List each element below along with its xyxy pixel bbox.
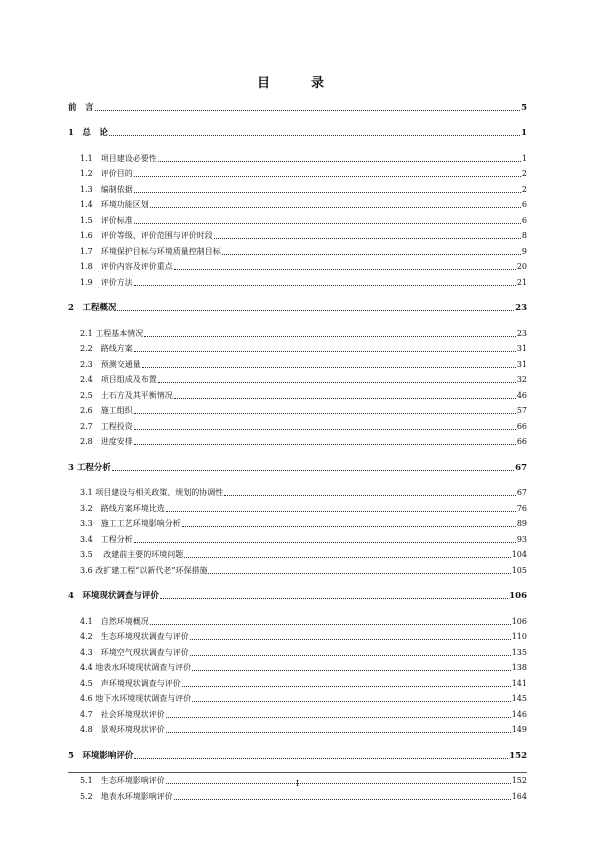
toc-section-entry[interactable] xyxy=(68,514,527,530)
toc-leader-dots xyxy=(109,135,520,136)
toc-section-entry[interactable] xyxy=(68,226,527,242)
toc-leader-dots xyxy=(112,470,514,471)
toc-entry-label: 4.2 生态环境现状调查与评价 xyxy=(80,632,189,641)
toc-leader-dots xyxy=(166,717,511,718)
toc-section-entry[interactable] xyxy=(68,195,527,211)
toc-leader-dots xyxy=(158,161,521,162)
toc-leader-dots xyxy=(190,655,511,656)
toc-entry-label: 前 言 xyxy=(68,102,94,113)
toc-section-entry[interactable] xyxy=(68,673,527,689)
toc-entry-page-number: 23 xyxy=(515,303,527,313)
toc-leader-dots xyxy=(144,336,516,337)
toc-entry-label: 3.1 项目建设与相关政策、规划的协调性 xyxy=(80,488,224,497)
toc-section-entry[interactable] xyxy=(68,257,527,273)
table-of-contents xyxy=(68,97,527,802)
toc-entry-label: 4.3 环境空气现状调查与评价 xyxy=(80,647,189,657)
toc-entry-label: 1.3 编制依据 xyxy=(80,184,133,194)
toc-leader-dots xyxy=(166,732,511,733)
toc-section-entry[interactable] xyxy=(68,498,527,514)
toc-entry-page-number: 149 xyxy=(511,725,527,734)
toc-entry-page-number: 1 xyxy=(521,153,527,163)
toc-entry-label: 1.6 评价等级、评价范围与评价时段 xyxy=(80,231,213,240)
toc-entry-page-number: 2 xyxy=(521,169,527,178)
toc-section-entry[interactable] xyxy=(68,210,527,226)
toc-entry-page-number: 31 xyxy=(516,359,527,369)
toc-chapter-entry[interactable] xyxy=(68,123,527,139)
toc-leader-dots xyxy=(150,207,521,208)
toc-entry-page-number: 57 xyxy=(516,406,527,415)
toc-entry-page-number: 1 xyxy=(521,128,527,138)
toc-entry-label: 4 环境现状调查与评价 xyxy=(68,591,159,601)
toc-entry-page-number: 141 xyxy=(511,678,527,688)
toc-entry-page-number: 6 xyxy=(521,200,527,209)
toc-leader-dots xyxy=(184,557,510,558)
toc-leader-dots xyxy=(134,223,521,224)
toc-entry-page-number: 106 xyxy=(509,591,527,601)
toc-section-entry[interactable] xyxy=(68,689,527,705)
toc-entry-label: 4.8 景观环境现状评价 xyxy=(80,725,165,734)
toc-section-entry[interactable] xyxy=(68,148,527,164)
toc-entry-page-number: 152 xyxy=(511,776,527,785)
toc-entry-label: 1.8 评价内容及评价重点 xyxy=(80,262,173,271)
toc-section-entry[interactable] xyxy=(68,786,527,802)
toc-leader-dots xyxy=(174,799,511,800)
toc-entry-page-number: 67 xyxy=(516,488,527,497)
toc-entry-page-number: 67 xyxy=(515,462,527,473)
toc-section-entry[interactable] xyxy=(68,627,527,643)
footer-divider xyxy=(68,772,527,773)
toc-leader-dots xyxy=(182,686,511,687)
toc-entry-label: 2.8 进度安排 xyxy=(80,437,133,446)
toc-entry-page-number: 110 xyxy=(511,632,527,641)
toc-entry-label: 2.7 工程投资 xyxy=(80,421,133,431)
toc-leader-dots xyxy=(134,758,508,759)
toc-entry-page-number: 145 xyxy=(511,694,527,703)
toc-entry-page-number: 106 xyxy=(511,616,527,626)
toc-entry-page-number: 135 xyxy=(511,647,527,657)
toc-section-entry[interactable] xyxy=(68,370,527,386)
toc-chapter-entry[interactable] xyxy=(68,298,527,314)
toc-leader-dots xyxy=(174,398,516,399)
toc-section-entry[interactable] xyxy=(68,545,527,561)
toc-entry-page-number: 104 xyxy=(511,550,527,559)
toc-leader-dots xyxy=(190,639,511,640)
toc-entry-page-number: 138 xyxy=(511,663,527,672)
toc-entry-label: 1.1 项目建设必要性 xyxy=(80,153,157,163)
toc-leader-dots xyxy=(134,285,516,286)
toc-leader-dots xyxy=(208,573,510,574)
toc-entry-page-number: 152 xyxy=(509,750,527,761)
toc-leader-dots xyxy=(166,511,516,512)
toc-leader-dots xyxy=(142,367,516,368)
toc-entry-label: 5.2 地表水环境影响评价 xyxy=(80,791,173,801)
toc-entry-page-number: 89 xyxy=(516,519,527,528)
toc-section-entry[interactable] xyxy=(68,401,527,417)
toc-chapter-entry[interactable] xyxy=(68,586,527,602)
toc-entry-label: 3.3 施工工艺环境影响分析 xyxy=(80,519,181,528)
toc-entry-label: 4.1 自然环境概况 xyxy=(80,616,149,626)
toc-section-entry[interactable] xyxy=(68,339,527,355)
toc-leader-dots xyxy=(174,269,516,270)
toc-leader-dots xyxy=(150,624,511,625)
toc-entry-page-number: 21 xyxy=(516,277,527,287)
toc-entry-page-number: 46 xyxy=(516,390,527,400)
page-number: I xyxy=(295,779,300,788)
toc-entry-page-number: 6 xyxy=(521,215,527,225)
toc-entry-label: 3.6 改扩建工程“以新代老”环保措施 xyxy=(80,565,208,575)
toc-entry-label: 5 环境影响评价 xyxy=(68,750,134,761)
toc-entry-label: 2 工程概况 xyxy=(68,303,117,313)
toc-entry-page-number: 9 xyxy=(521,246,527,256)
toc-entry-page-number: 164 xyxy=(511,791,527,801)
toc-entry-label: 2.1 工程基本情况 xyxy=(80,328,144,338)
toc-leader-dots xyxy=(134,429,516,430)
toc-chapter-entry[interactable] xyxy=(68,97,527,113)
toc-chapter-entry[interactable] xyxy=(68,745,527,761)
toc-leader-dots xyxy=(95,110,521,111)
toc-entry-label: 2.4 项目组成及布置 xyxy=(80,375,157,384)
toc-entry-label: 1 总 论 xyxy=(68,128,108,138)
toc-entry-page-number: 66 xyxy=(516,437,527,446)
toc-section-entry[interactable] xyxy=(68,354,527,370)
toc-entry-label: 1.5 评价标准 xyxy=(80,215,133,225)
toc-section-entry[interactable] xyxy=(68,611,527,627)
toc-entry-label: 2.5 土石方及其平衡情况 xyxy=(80,390,173,400)
toc-leader-dots xyxy=(192,670,510,671)
toc-entry-page-number: 2 xyxy=(521,184,527,194)
toc-section-entry[interactable] xyxy=(68,720,527,736)
toc-entry-page-number: 31 xyxy=(516,344,527,353)
toc-entry-label: 1.2 评价目的 xyxy=(80,169,133,178)
toc-entry-label: 3.4 工程分析 xyxy=(80,534,133,544)
toc-section-entry[interactable] xyxy=(68,483,527,499)
toc-section-entry[interactable] xyxy=(68,241,527,257)
toc-entry-page-number: 105 xyxy=(511,565,527,575)
toc-entry-label: 4.5 声环境现状调查与评价 xyxy=(80,678,181,688)
toc-section-entry[interactable] xyxy=(68,164,527,180)
toc-entry-label: 2.3 预测交通量 xyxy=(80,359,141,369)
toc-leader-dots xyxy=(192,701,510,702)
toc-leader-dots xyxy=(134,176,521,177)
toc-leader-dots xyxy=(222,254,521,255)
toc-section-entry[interactable] xyxy=(68,323,527,339)
toc-section-entry[interactable] xyxy=(68,179,527,195)
toc-section-entry[interactable] xyxy=(68,385,527,401)
toc-section-entry[interactable] xyxy=(68,642,527,658)
toc-entry-page-number: 146 xyxy=(511,709,527,719)
toc-leader-dots xyxy=(214,238,521,239)
toc-leader-dots xyxy=(117,310,514,311)
toc-leader-dots xyxy=(134,444,516,445)
toc-entry-label: 3.2 路线方案环境比选 xyxy=(80,503,165,513)
toc-entry-page-number: 32 xyxy=(516,375,527,384)
toc-entry-label: 1.4 环境功能区划 xyxy=(80,200,149,209)
toc-leader-dots xyxy=(224,495,516,496)
toc-section-entry[interactable] xyxy=(68,704,527,720)
toc-leader-dots xyxy=(158,382,516,383)
toc-entry-label: 3.5 改建前主要的环境问题 xyxy=(80,550,184,559)
toc-leader-dots xyxy=(182,526,516,527)
toc-leader-dots xyxy=(134,542,516,543)
toc-entry-page-number: 76 xyxy=(516,503,527,513)
toc-section-entry[interactable] xyxy=(68,272,527,288)
toc-entry-label: 4.7 社会环境现状评价 xyxy=(80,709,165,719)
toc-leader-dots xyxy=(134,192,521,193)
toc-leader-dots xyxy=(134,413,516,414)
toc-chapter-entry[interactable] xyxy=(68,457,527,473)
toc-section-entry[interactable] xyxy=(68,432,527,448)
toc-entry-page-number: 5 xyxy=(521,102,527,113)
toc-entry-label: 3 工程分析 xyxy=(68,462,111,473)
toc-section-entry[interactable] xyxy=(68,658,527,674)
toc-entry-page-number: 93 xyxy=(516,534,527,544)
toc-section-entry[interactable] xyxy=(68,560,527,576)
toc-entry-page-number: 66 xyxy=(516,421,527,431)
toc-leader-dots xyxy=(134,351,516,352)
toc-entry-label: 4.4 地表水环境现状调查与评价 xyxy=(80,663,192,672)
toc-leader-dots xyxy=(160,598,508,599)
toc-entry-label: 2.6 施工组织 xyxy=(80,406,133,415)
toc-entry-label: 1.9 评价方法 xyxy=(80,277,133,287)
toc-section-entry[interactable] xyxy=(68,529,527,545)
toc-entry-label: 1.7 环境保护目标与环境质量控制目标 xyxy=(80,246,221,256)
toc-entry-label: 4.6 地下水环境现状调查与评价 xyxy=(80,694,192,703)
page-title: 目 录 xyxy=(256,76,338,91)
toc-entry-page-number: 20 xyxy=(516,262,527,271)
toc-entry-label: 2.2 路线方案 xyxy=(80,344,133,353)
toc-entry-label: 5.1 生态环境影响评价 xyxy=(80,776,165,785)
toc-section-entry[interactable] xyxy=(68,416,527,432)
toc-entry-page-number: 8 xyxy=(521,231,527,240)
toc-entry-page-number: 23 xyxy=(516,328,527,338)
